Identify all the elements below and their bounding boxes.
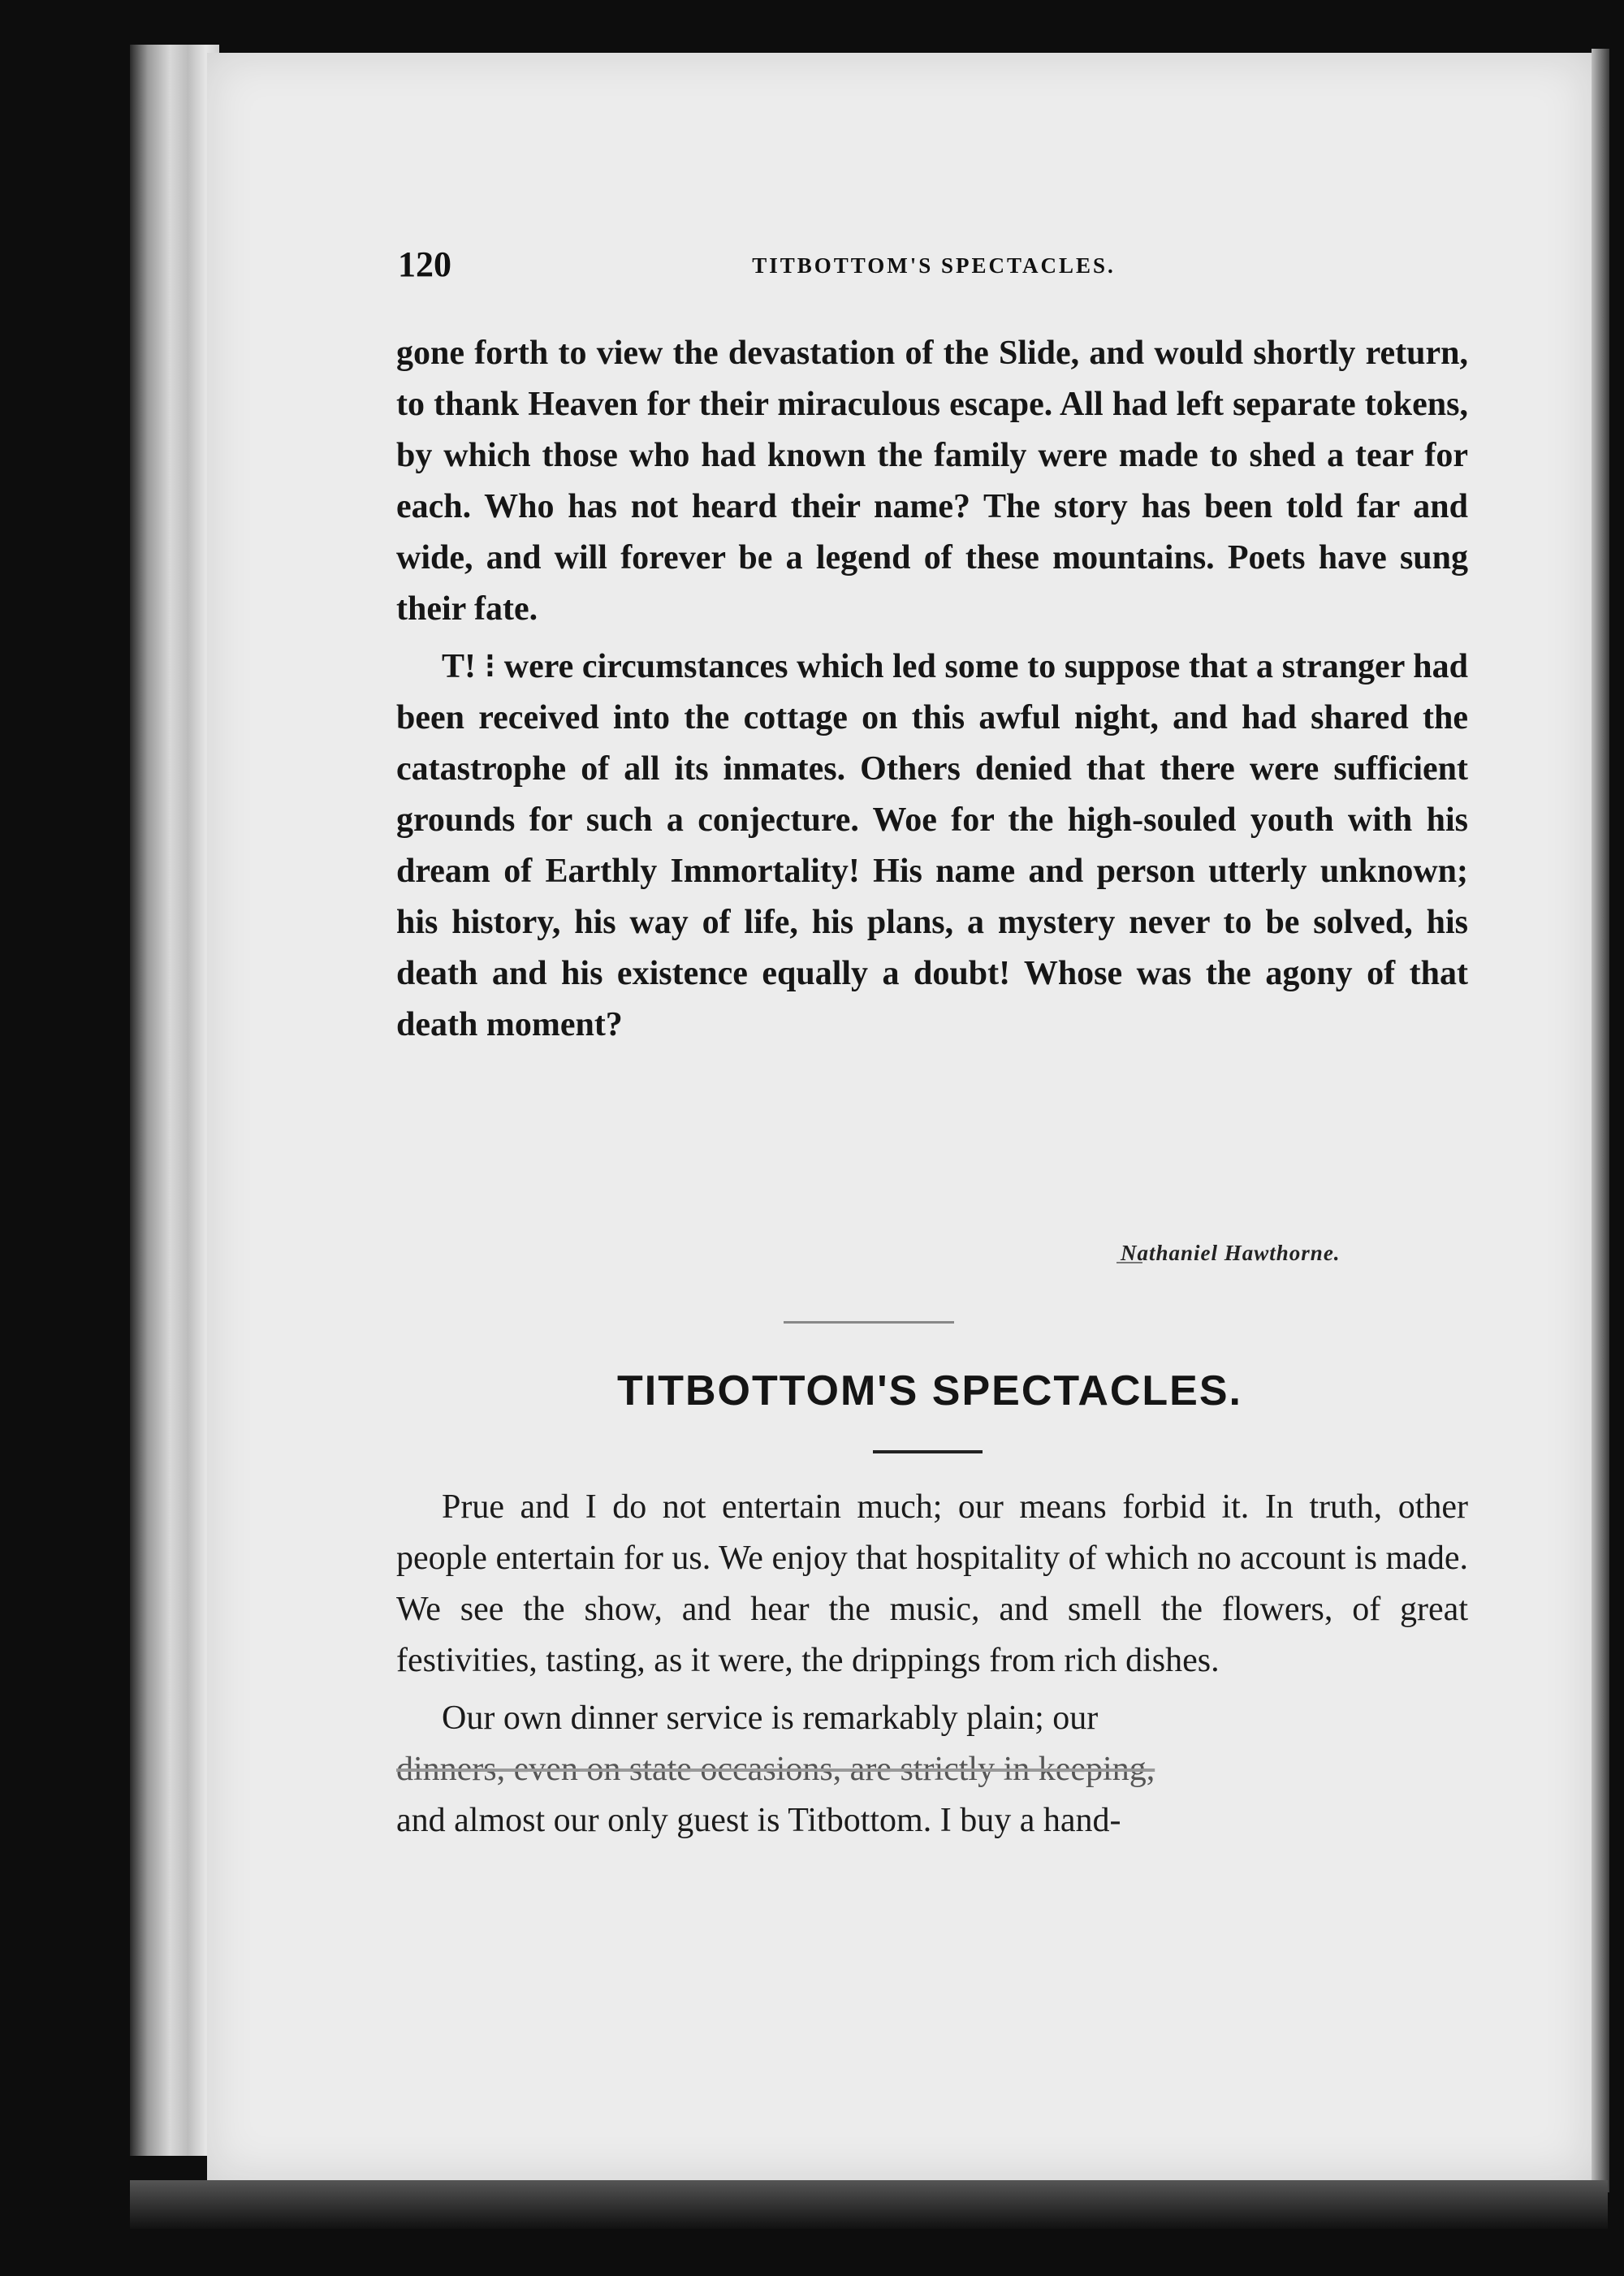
faded-line: dinners, even on state occasions, are strictly in keeping, bbox=[396, 1751, 1155, 1788]
section-divider bbox=[784, 1321, 954, 1324]
paragraph: T! ⁝ were circumstances which led some to suppose that a stranger had been received into the cottage on this awful night, and had shared the catastrophe of all its inmates. Others denied that there were sufficient grounds for such a conjecture. Woe for the high-souled youth with his dream of Earthly Immortality! His name and person utterly unknown; his history, his way of life, his plans, a mystery never to be solved, his death and his existence equally a doubt! Whose was the agony of that death moment? bbox=[396, 648, 1468, 1043]
paragraph bbox=[396, 1693, 1468, 1846]
title-rule bbox=[873, 1450, 983, 1453]
previous-story-text bbox=[396, 328, 1468, 1051]
book-bottom-edge bbox=[130, 2180, 1608, 2229]
paragraph: Prue and I do not entertain much; our means forbid it. In truth, other people entertain for us. We enjoy that hospitality of which no account is made. We see the show, and hear the music, and smell the flowers, of great festivities, tasting, as it were, the drippings from rich dishes. bbox=[396, 1488, 1468, 1679]
book-page-edges bbox=[130, 45, 219, 2156]
author-signature: Nathaniel Hawthorne. bbox=[1121, 1241, 1341, 1265]
page-number: 120 bbox=[398, 244, 451, 284]
paragraph-text: and almost our only guest is Titbottom. I buy a hand- bbox=[396, 1802, 1121, 1839]
running-head bbox=[398, 244, 1470, 292]
section-title: TITBOTTOM'S SPECTACLES. bbox=[616, 1367, 1242, 1414]
paragraph: gone forth to view the devastation of the Slide, and would shortly return, to thank Heaven for their miraculous escape. All had left separate tokens, by which those who had known the family were made to shed a tear for each. Who has not heard their name? The story has been told far and wide, and will forever be a legend of these mountains. Poets have sung their fate. bbox=[396, 335, 1468, 628]
paragraph-text: Our own dinner service is remarkably plain; our bbox=[442, 1699, 1099, 1737]
book-right-edge bbox=[1592, 49, 1609, 2192]
new-story-text bbox=[396, 1482, 1468, 1846]
running-title: TITBOTTOM'S SPECTACLES. bbox=[752, 253, 1116, 278]
